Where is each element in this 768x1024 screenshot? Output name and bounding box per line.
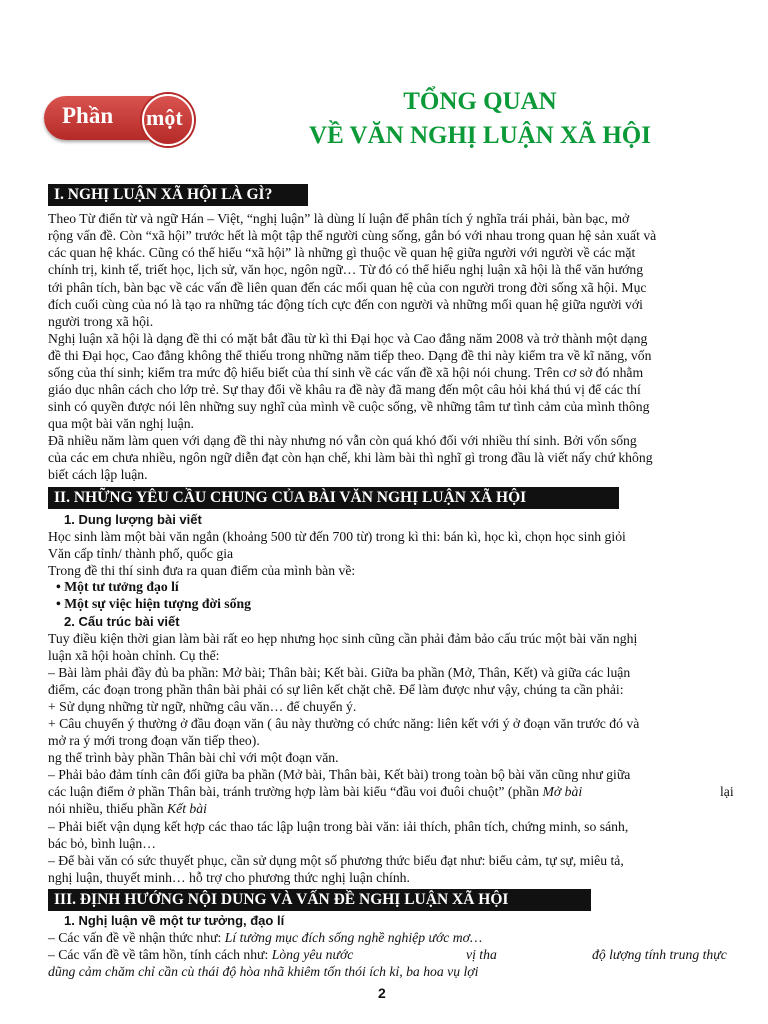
italic-segment: Lòng yêu nước bbox=[271, 947, 354, 962]
text-line: đề thi Đại học, Cao đẳng không thể thiếu trong những năm tiếp theo. Dạng đề thi này kiểm tra về kĩ năng, vốn bbox=[48, 348, 652, 363]
text-line: chính trị, kinh tế, triết học, lịch sử, văn học, ngôn ngữ… Từ đó có thể hiểu nghị luận xã hội là thể văn hướng bbox=[48, 262, 644, 277]
text-line: Học sinh làm một bài văn ngắn (khoảng 500 từ đến 700 từ) trong kì thi: bán kì, học kì, chọn học sinh giỏi bbox=[48, 529, 626, 544]
text-line: sống của thí sinh; kiểm tra mức độ hiểu biết của thí sinh về các vấn đề xã hội nói chung. Trên cơ sở đó nhằm bbox=[48, 365, 644, 380]
text-line: ng thể trình bày phần Thân bài chỉ với một đoạn văn. bbox=[48, 750, 339, 765]
text-segment: các luận điểm ở phần Thân bài, tránh trường hợp làm bài kiểu “đầu voi đuôi chuột” (phần bbox=[48, 784, 540, 799]
text-line: Tuy điều kiện thời gian làm bài rất eo hẹp nhưng học sinh cũng cần phải đảm bảo cấu trúc một bài văn nghị bbox=[48, 631, 638, 646]
text-line: sinh có quyền được nói lên những suy nghĩ của mình về cuộc sống, về những tâm tư tình cảm của mình thông bbox=[48, 399, 650, 414]
italic-segment: vị tha bbox=[466, 947, 497, 962]
text-line: Trong đề thi thí sinh đưa ra quan điểm của mình bàn về: bbox=[48, 563, 356, 578]
text-line: Theo Từ điển từ và ngữ Hán – Việt, “nghị luận” là dùng lí luận để phân tích ý nghĩa trái phải, bàn bạc, mở bbox=[48, 211, 630, 226]
page-number: 2 bbox=[378, 985, 386, 1001]
text-segment: lại bbox=[720, 784, 734, 799]
page-title-line2: VỀ VĂN NGHỊ LUẬN XÃ HỘI bbox=[309, 122, 651, 149]
text-line: luận xã hội hoàn chỉnh. Cụ thể: bbox=[48, 648, 220, 663]
bullet-item: • Một tư tưởng đạo lí bbox=[56, 579, 179, 594]
text-line: qua một bài văn nghị luận. bbox=[48, 416, 194, 431]
text-segment: – Các vấn đề về tâm hồn, tính cách như: bbox=[48, 947, 272, 962]
text-line: Nghị luận xã hội là dạng đề thi có mặt bắt đầu từ kì thi Đại học và Cao đẳng năm 2008 và trở thành một dạng bbox=[48, 331, 648, 346]
text-line: Đã nhiều năm làm quen với dạng đề thi này nhưng nó vẫn còn quá khó đối với nhiều thí sinh. Bởi vốn sống bbox=[48, 433, 637, 448]
text-line bbox=[48, 800, 768, 817]
text-line bbox=[48, 783, 768, 800]
text-segment: nói nhiều, thiếu phần bbox=[48, 801, 164, 816]
part-badge bbox=[44, 96, 194, 140]
text-line: điểm, các đoạn trong phần thân bài phải có sự liên kết chặt chẽ. Để làm được như vậy, chúng ta cần phải: bbox=[48, 682, 624, 697]
italic-term: Kết bài bbox=[166, 801, 207, 816]
text-line bbox=[48, 946, 768, 963]
text-line: + Câu chuyển ý thường ở đầu đoạn văn ( âu này thường có chức năng: liên kết với ý ở đoạn văn trước đó và bbox=[48, 716, 640, 731]
text-line: của các em chưa nhiều, ngôn ngữ diễn đạt còn hạn chế, khi làm bài thì nghĩ gì trong đầu là viết nấy chứ không bbox=[48, 450, 653, 465]
section-heading-3: III. ĐỊNH HƯỚNG NỘI DUNG VÀ VẤN ĐỀ NGHỊ LUẬN XÃ HỘI bbox=[48, 889, 591, 911]
section-heading-1: I. NGHỊ LUẬN XÃ HỘI LÀ GÌ? bbox=[48, 184, 308, 206]
italic-segment: độ lượng tính trung thực bbox=[592, 947, 727, 962]
text-line: người trong xã hội. bbox=[48, 314, 154, 329]
bullet-item: • Một sự việc hiện tượng đời sống bbox=[56, 596, 251, 611]
text-line: – Phải bảo đảm tính cân đối giữa ba phần (Mở bài, Thân bài, Kết bài) trong toàn bộ bài văn cũng như giữa bbox=[48, 767, 631, 782]
text-line: bác bỏ, bình luận… bbox=[48, 836, 156, 851]
text-line: – Phải biết vận dụng kết hợp các thao tác lập luận trong bài văn: iải thích, phân tích, chứng minh, so sánh, bbox=[48, 819, 629, 834]
section-heading-2: II. NHỮNG YÊU CẦU CHUNG CỦA BÀI VĂN NGHỊ LUẬN XÃ HỘI bbox=[48, 487, 619, 509]
text-line: đích cuối cùng của nó là tạo ra những tác động tích cực đến con người và những mối quan hệ giữa người với bbox=[48, 297, 643, 312]
text-segment: – Các vấn đề về nhận thức như: bbox=[48, 930, 225, 945]
text-line: biết cách lập luận. bbox=[48, 467, 148, 482]
text-line: rộng vấn đề. Còn “xã hội” trước hết là một tập thể người cùng sống, gắn bó với nhau trong quan hệ sản xuất và bbox=[48, 228, 657, 243]
italic-segment: Lí tưởng mục đích sống nghề nghiệp ước mơ… bbox=[224, 930, 483, 945]
text-line: nghị luận, thuyết minh… hỗ trợ cho phương thức nghị luận chính. bbox=[48, 870, 410, 885]
text-line: + Sử dụng những từ ngữ, những câu văn… để chuyển ý. bbox=[48, 699, 357, 714]
page-title-line1: TỔNG QUAN bbox=[403, 88, 557, 115]
badge-number-label: một bbox=[146, 105, 183, 130]
badge-part-label: Phần bbox=[62, 103, 114, 128]
text-line: các quan hệ khác. Cũng có thể hiểu “xã hội” là những gì thuộc về quan hệ giữa người với người về các mặt bbox=[48, 245, 636, 260]
subheading-ideology: 1. Nghị luận về một tư tưởng, đạo lí bbox=[64, 913, 285, 928]
text-line: giáo dục nhân cách cho lớp trẻ. Sự thay đổi về khâu ra đề này đã mang đến một câu hỏi khá thú vị để các thí bbox=[48, 382, 641, 397]
text-line: mở ra ý mới trong đoạn văn tiếp theo). bbox=[48, 733, 260, 748]
italic-term: Mở bài bbox=[542, 784, 583, 799]
subheading-volume: 1. Dung lượng bài viết bbox=[64, 512, 202, 527]
text-line: – Để bài văn có sức thuyết phục, cần sử dụng một số phương thức biểu đạt như: biểu cảm, tự sự, miêu tả, bbox=[48, 853, 624, 868]
subheading-structure: 2. Cấu trúc bài viết bbox=[64, 614, 180, 629]
text-line: Văn cấp tỉnh/ thành phố, quốc gia bbox=[48, 546, 234, 561]
text-line: tới phân tích, bàn bạc về các vấn đề liên quan đến các mối quan hệ của con người trong đời sống xã hội. Mục bbox=[48, 280, 647, 295]
text-line: – Bài làm phải đầy đủ ba phần: Mở bài; Thân bài; Kết bài. Giữa ba phần (Mở, Thân, Kết) và giữa các luận bbox=[48, 665, 631, 680]
text-line bbox=[48, 929, 768, 946]
text-line: dũng cảm chăm chỉ cần cù thái độ hòa nhã khiêm tốn thói ích kỉ, ba hoa vụ lợi bbox=[48, 964, 479, 979]
